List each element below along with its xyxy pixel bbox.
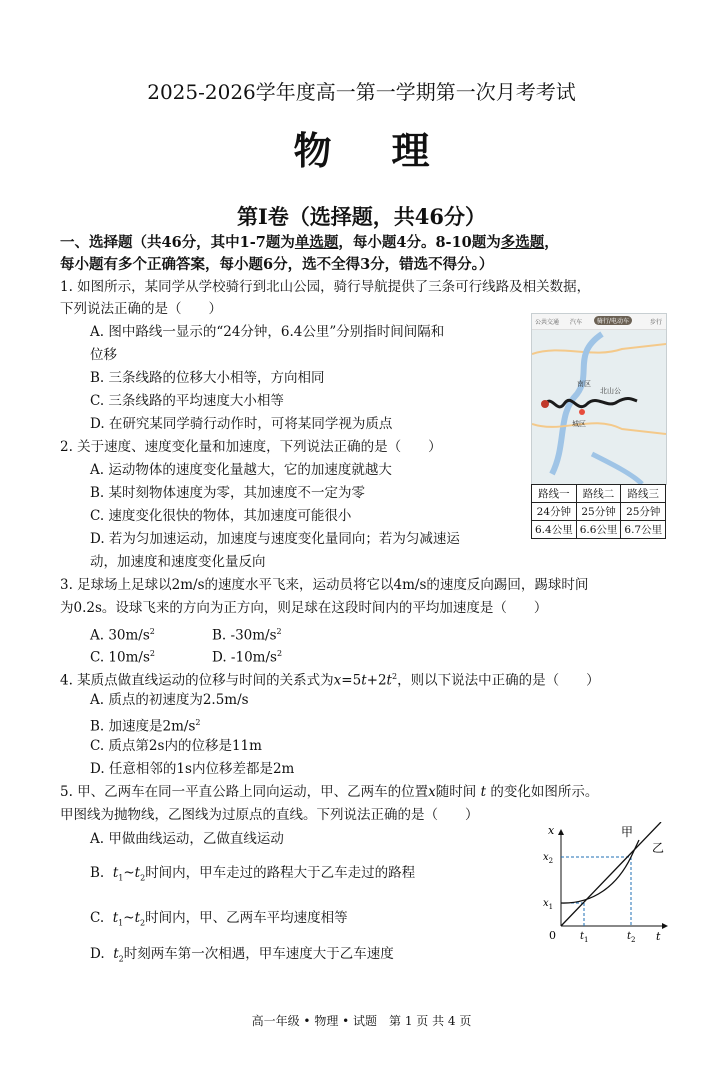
t1-label [580,931,589,944]
map-label: 城区 [572,420,586,428]
q1-option-d: D. 在研究某同学骑行动作时，可将某同学视为质点 [90,416,393,432]
map-label: 北山公 [600,387,621,395]
stem-text: =5 [341,672,362,689]
t2-var: t [627,931,632,942]
superscript: 2 [276,627,282,636]
option-text: B. 加速度是2m/s [90,718,196,735]
table-cell: 6.7公里 [621,521,666,539]
x-axis-label: t [656,930,661,943]
option-text: A. 30m/s [90,627,150,644]
x2-sub: 2 [548,857,554,865]
page-footer: 高一年级 • 物理 • 试题 第 1 页 共 4 页 [251,1014,472,1028]
variable: t [386,672,392,689]
section-text: 一、选择题（共46分，其中1-7题为 [60,234,295,251]
stem-text: 的变化如图所示。 [490,784,599,800]
origin-label: 0 [549,929,556,942]
superscript: 2 [276,649,283,658]
q4-option-b [90,714,200,736]
q3-stem: 3. 足球场上足球以2m/s的速度水平飞来，运动员将它以4m/s的速度反向踢回，踢球时间 [60,577,589,593]
variable: t [112,865,119,881]
variable: t [134,865,141,881]
option-text: D. -10m/s [212,649,277,666]
x2-var: x [543,852,549,863]
option-text: B. -30m/s [212,627,277,644]
superscript: 2 [195,718,201,727]
map-tab: 步行 [650,319,663,326]
subscript: 2 [140,873,146,883]
stem-text: +2 [366,672,387,689]
q1-stem: 1. 如图所示，某同学从学校骑行到北山公园，骑行导航提供了三条可行线路及相关数据， [60,279,591,295]
x1-var: x [543,898,549,909]
q1-stem: 下列说法正确的是（ ） [60,301,222,317]
map-tab: 汽车 [570,319,583,326]
stem-text: 4. 某质点做直线运动的位移与时间的关系式为 [60,672,334,689]
stem-text: 随时间 [435,784,477,800]
map-graphic [532,314,666,484]
x1-label [543,898,553,911]
line-yi [561,822,661,926]
q5-stem: 甲图线为抛物线，乙图线为过原点的直线。下列说法正确的是（ ） [60,807,479,823]
tilde: ~ [123,865,135,881]
section-text: ，每小题4分。8-10题为 [338,234,501,251]
table-row [532,503,666,521]
q1-option-a: A. 图中路线一显示的“24分钟，6.4公里”分别指时间间隔和 [90,324,445,340]
q5-option-b [90,864,415,888]
q3-option-b [212,623,282,645]
q5-stem [60,783,598,801]
option-text: 时间内，甲、乙两车平均速度相等 [145,910,348,926]
q4-option-a: A. 质点的初速度为2.5m/s [90,692,249,708]
variable: x [333,672,342,689]
section-text: ， [544,234,559,251]
option-letter: B. [90,865,105,881]
map-tab: 公共交通 [535,319,560,326]
q2-option-c: C. 速度变化很快的物体，其加速度可能很小 [90,508,352,524]
variable: t [112,910,119,926]
table-cell: 25分钟 [576,503,621,521]
q1-option-b: B. 三条线路的位移大小相等，方向相同 [90,370,325,386]
option-text: 时刻两车第一次相遇，甲车速度大于乙车速度 [123,946,394,962]
stem-text: ，则以下说法中正确的是（ ） [397,672,600,689]
map-label: 南区 [577,380,591,388]
curve-jia [561,840,639,903]
q1-option-c: C. 三条线路的平均速度大小相等 [90,393,284,409]
table-cell: 25分钟 [621,503,666,521]
subject-title: 物理 [293,128,490,173]
variable: t [361,672,367,689]
x2-label [543,852,553,865]
subscript: 2 [140,918,146,928]
exam-title: 2025-2026学年度高一第一学期第一次月考考试 [147,80,576,104]
t2-label [627,931,636,944]
xt-graph [535,822,675,944]
q5-option-c [90,909,348,933]
variable: t [113,946,119,962]
q2-option-b: B. 某时刻物体速度为零，其加速度不一定为零 [90,485,366,501]
q3-option-d [212,645,282,667]
q5-option-d [90,945,394,969]
section-instructions-line1 [60,231,559,252]
superscript: 2 [149,627,155,636]
single-choice-label: 单选题 [294,234,339,251]
q3-stem: 为0.2s。设球飞来的方向为正方向，则足球在这段时间内的平均加速度是（ ） [60,600,548,616]
q4-option-d: D. 任意相邻的1s内位移差都是2m [90,761,295,777]
subscript: 2 [118,954,124,964]
t1-var: t [580,931,585,942]
section-instructions-line2: 每小题有多个正确答案，每小题6分，选不全得3分，错选不得分。） [60,256,494,273]
y-axis-label: x [548,824,555,837]
q4-option-c: C. 质点第2s内的位移是11m [90,738,262,754]
option-letter: C. [90,910,105,926]
q4-stem [60,668,600,690]
q2-option-d: D. 若为匀加速运动，加速度与速度变化量同向；若为匀减速运 [90,531,460,547]
multi-choice-label: 多选题 [500,234,545,251]
stem-text: 5. 甲、乙两车在同一平直公路上同向运动，甲、乙两车的位置 [60,784,429,800]
route-map [531,313,667,485]
x1-sub: 1 [548,903,554,911]
variable: t [134,910,141,926]
table-header: 路线一 [532,485,577,503]
q3-option-c [90,645,155,667]
option-text: C. 10m/s [90,649,150,666]
table-cell: 6.4公里 [532,521,577,539]
part-title: 第Ⅰ卷（选择题，共46分） [236,204,487,229]
table-row [532,485,666,503]
superscript: 2 [149,649,155,658]
route-table [531,484,666,539]
table-header: 路线二 [576,485,621,503]
variable: x [428,784,436,800]
q2-option-a: A. 运动物体的速度变化量越大，它的加速度就越大 [90,462,392,478]
tilde: ~ [123,910,135,926]
option-letter: D. [90,946,105,962]
table-row [532,521,666,539]
table-cell: 6.6公里 [576,521,621,539]
q2-option-d: 动，加速度和速度变化量反向 [90,554,266,570]
subscript: 1 [118,918,124,928]
curve-b-label: 乙 [652,841,665,855]
superscript: 2 [391,672,398,681]
variable: t [480,784,487,800]
option-text: 时间内，甲车走过的路程大于乙车走过的路程 [145,865,416,881]
q5-option-a: A. 甲做曲线运动，乙做直线运动 [90,831,284,847]
table-header: 路线三 [621,485,666,503]
q3-option-a [90,623,155,645]
table-cell: 24分钟 [532,503,577,521]
map-tab-active: 骑行/电动车 [594,316,632,325]
t1-sub: 1 [584,936,589,944]
q2-stem: 2. 关于速度、速度变化量和加速度，下列说法正确的是（ ） [60,439,442,455]
subscript: 1 [118,873,124,883]
t2-sub: 2 [631,936,636,944]
curve-a-label: 甲 [621,825,634,839]
q1-option-a: 位移 [90,347,117,363]
